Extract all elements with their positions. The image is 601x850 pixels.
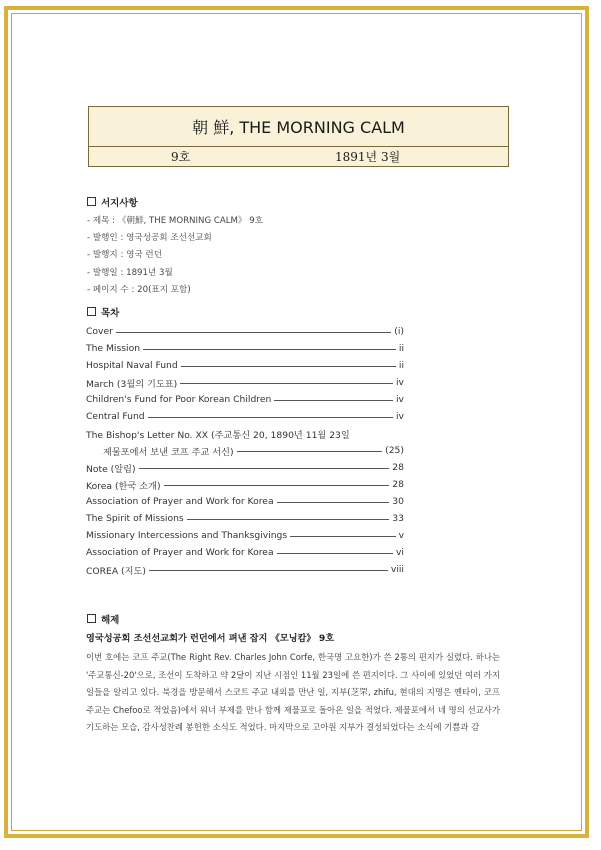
bibliography-item: - 페이지 수 : 20(표지 포함) (87, 284, 191, 295)
commentary-lead: 영국성공회 조선선교회가 런던에서 펴낸 잡지 《모닝캄》 9호 (86, 633, 335, 644)
square-bullet-icon (87, 197, 96, 206)
bibliography-item: - 발행지 : 영국 런던 (87, 250, 163, 261)
commentary-section (86, 630, 500, 737)
bibliography-item: - 발행인 : 영국성공회 조선선교회 (87, 233, 212, 244)
square-bullet-icon (87, 307, 96, 316)
toc-entry: The Bishop's Letter No. XX (주교통신 20, 1890년 11월 23일 (86, 429, 350, 441)
toc-entry: Note (알림) 28 (86, 462, 404, 475)
toc-entry: Hospital Naval Fund ii (86, 360, 404, 371)
table-of-contents (86, 323, 404, 578)
bibliography-item: - 제목 : 《朝鮮, THE MORNING CALM》 9호 (87, 216, 264, 226)
commentary-body: 이번 호에는 코프 주교(The Right Rev. Charles John Corfe, 한국명 고요한)가 쓴 2통의 편지가 실렸다. 하나는 '주교통신-20'으로, 조선이 도착하고 약 2달이 지난 시점인 11월 23일에 쓴 편지이다. 그 사이에 있었던 여러 가지 일들을 알리고 있다. 북경을 방문해서 스코트 주교 내외를 만난 일, 지부(芝罘, zhifu, 현대의 지명은 옌타이, 코프 주교는 Chefoo로 적었음)에서 워너 부제를 만나 함께 제물포로 돌아온 일을 적었다. 제물포에서 네 명의 선교사가 기도하는 모습, 감사성찬례 봉헌한 소식도 적었다. 마지막으로 고아원 지부가 결성되었다는 소식에 기쁨과 감 (86, 652, 500, 732)
toc-entry: Korea (한국 소개) 28 (86, 479, 404, 492)
square-bullet-icon (87, 614, 96, 623)
toc-entry: Central Fund iv (86, 411, 404, 422)
toc-entry: Association of Prayer and Work for Korea 30 (86, 496, 404, 507)
bibliography-item: - 발행일 : 1891년 3월 (87, 267, 173, 278)
toc-entry: COREA (지도) viii (86, 564, 404, 577)
toc-entry: The Spirit of Missions 33 (86, 513, 404, 524)
journal-title: 朝 鮮, THE MORNING CALM (89, 107, 508, 147)
toc-heading: 목차 (87, 305, 119, 319)
title-box (88, 106, 509, 167)
toc-entry: Association of Prayer and Work for Korea vi (86, 547, 404, 558)
issue-info-row (89, 147, 508, 166)
toc-entry: Children's Fund for Poor Korean Children iv (86, 394, 404, 405)
issue-number: 9호 (171, 150, 191, 164)
toc-entry: Cover (i) (86, 326, 404, 337)
toc-entry: The Mission ii (86, 343, 404, 354)
toc-entry: Missionary Intercessions and Thanksgivings v (86, 530, 404, 541)
bibliography-list (87, 213, 263, 299)
toc-entry-continuation: 제물포에서 보낸 코프 주교 서신) (25) (103, 445, 404, 458)
commentary-heading: 해제 (87, 612, 119, 626)
issue-date: 1891년 3월 (335, 150, 401, 164)
toc-entry: March (3월의 기도표) iv (86, 377, 404, 390)
bibliography-heading: 서지사항 (87, 195, 138, 209)
